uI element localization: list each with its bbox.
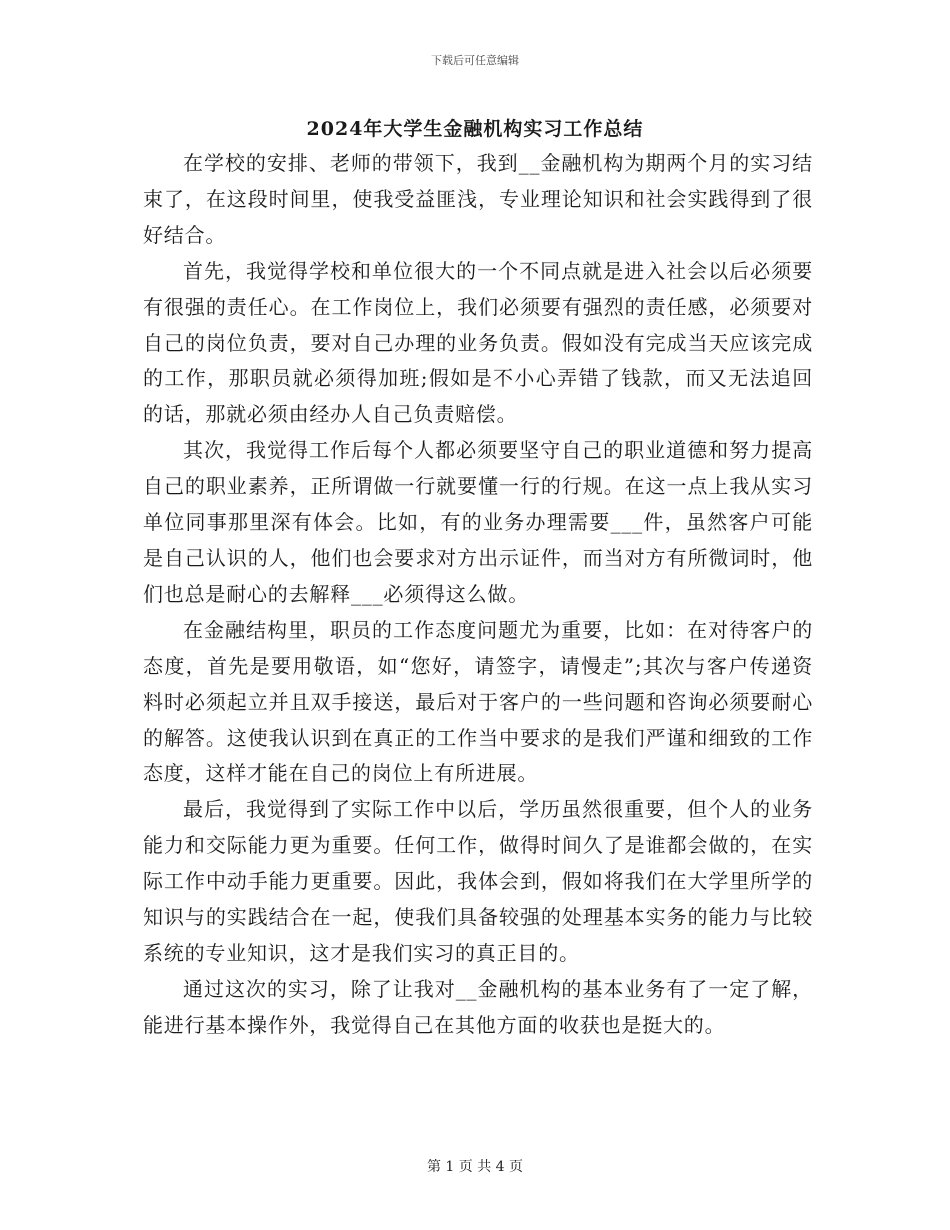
paragraph-2: 首先，我觉得学校和单位很大的一个不同点就是进入社会以后必须要有很强的责任心。在工作岗位上，我们必须要有强烈的责任感，必须要对自己的岗位负责，要对自己办理的业务负责。假如没有完成当天应该完成的工作，那职员就必须得加班;假如是不小心弄错了钱款，而又无法追回的话，那就必须由经办人自己负责赔偿。 xyxy=(143,258,813,427)
document-body xyxy=(143,146,813,1044)
paragraph-3: 其次，我觉得工作后每个人都必须要坚守自己的职业道德和努力提高自己的职业素养，正所谓做一行就要懂一行的行规。在这一点上我从实习单位同事那里深有体会。比如，有的业务办理需要___件，虽然客户可能是自己认识的人，他们也会要求对方出示证件，而当对方有所微词时，他们也总是耐心的去解释___必须得这么做。 xyxy=(143,438,813,606)
paragraph-4: 在金融结构里，职员的工作态度问题尤为重要，比如：在对待客户的态度，首先是要用敬语，如“您好，请签字，请慢走”;其次与客户传递资料时必须起立并且双手接送，最后对于客户的一些问题和咨询必须要耐心的解答。这使我认识到在真正的工作当中要求的是我们严谨和细致的工作态度，这样才能在自己的岗位上有所进展。 xyxy=(143,617,813,786)
page-header-note: 下载后可任意编辑 xyxy=(431,54,519,67)
paragraph-6: 通过这次的实习，除了让我对__金融机构的基本业务有了一定了解，能进行基本操作外，我觉得自己在其他方面的收获也是挺大的。 xyxy=(143,976,813,1037)
paragraph-1: 在学校的安排、老师的带领下，我到__金融机构为期两个月的实习结束了，在这段时间里，使我受益匪浅，专业理论知识和社会实践得到了很好结合。 xyxy=(143,151,813,247)
paragraph-5: 最后，我觉得到了实际工作中以后，学历虽然很重要，但个人的业务能力和交际能力更为重要。任何工作，做得时间久了是谁都会做的，在实际工作中动手能力更重要。因此，我体会到，假如将我们在大学里所学的知识与的实践结合在一起，使我们具备较强的处理基本实务的能力与比较系统的专业知识，这才是我们实习的真正目的。 xyxy=(143,797,813,965)
document-title: 2024年大学生金融机构实习工作总结 xyxy=(306,118,644,140)
page-number-footer: 第 1 页 共 4 页 xyxy=(426,1159,524,1175)
